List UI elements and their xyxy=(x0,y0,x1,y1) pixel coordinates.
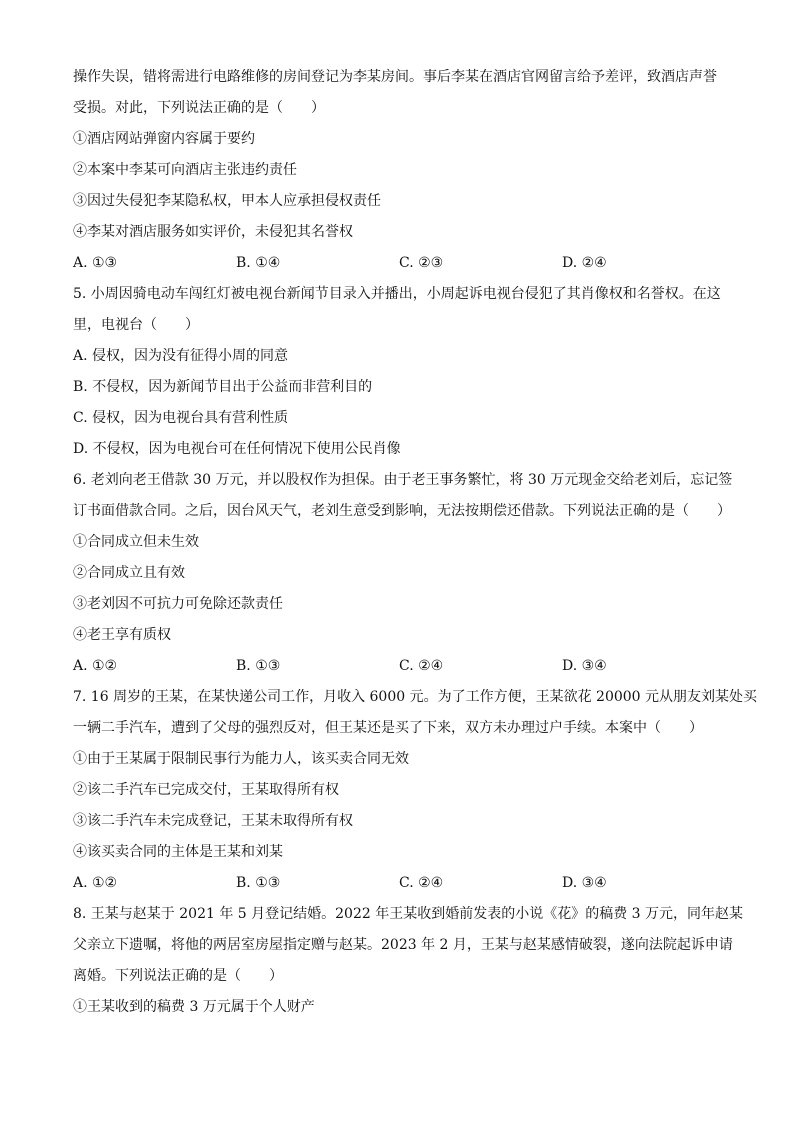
statement-line: ①王某收到的稿费 3 万元属于个人财产 xyxy=(73,999,315,1015)
statement-line: ②该二手汽车已完成交付，王某取得所有权 xyxy=(73,782,339,798)
text-line: 受损。对此，下列说法正确的是（ ） xyxy=(73,100,325,116)
question-7-text: 7. 16 周岁的王某，在某快递公司工作，月收入 6000 元。为了工作方便，王某欲花 20000 元从朋友刘某处买 xyxy=(73,689,758,705)
option-d: D. ②④ xyxy=(562,255,607,271)
statement-line: ④老王享有质权 xyxy=(73,627,171,643)
statement-line: ①酒店网站弹窗内容属于要约 xyxy=(73,131,255,147)
question-5-text: 里，电视台（ ） xyxy=(73,317,199,333)
question-8-text: 8. 王某与赵某于 2021 年 5 月登记结婚。2022 年王某收到婚前发表的小说《花》的稿费 3 万元，同年赵某 xyxy=(73,906,744,922)
answer-options-q6 xyxy=(73,651,733,682)
statement-line: ①由于王某属于限制民事行为能力人，该买卖合同无效 xyxy=(73,751,409,767)
statement-line: ③该二手汽车未完成登记，王某未取得所有权 xyxy=(73,813,353,829)
option-d: D. ③④ xyxy=(562,875,607,891)
statement-line: ①合同成立但未生效 xyxy=(73,534,199,550)
option-line: D. 不侵权，因为电视台可在任何情况下使用公民肖像 xyxy=(73,441,401,457)
statement-line: ④该买卖合同的主体是王某和刘某 xyxy=(73,844,283,860)
question-6-text: 6. 老刘向老王借款 30 万元，并以股权作为担保。由于老王事务繁忙，将 30 万元现金交给老刘后，忘记签 xyxy=(73,472,733,488)
statement-line: ④李某对酒店服务如实评价，未侵犯其名誉权 xyxy=(73,224,353,240)
option-d: D. ③④ xyxy=(562,658,607,674)
question-8-text: 离婚。下列说法正确的是（ ） xyxy=(73,968,283,984)
question-6-text: 订书面借款合同。之后，因台风天气，老刘生意受到影响，无法按期偿还借款。下列说法正确的是（ ） xyxy=(73,503,731,519)
exam-page xyxy=(73,62,758,1023)
option-b: B. ①③ xyxy=(236,658,281,674)
option-c: C. ②③ xyxy=(399,255,444,271)
statement-line: ②合同成立且有效 xyxy=(73,565,185,581)
option-line: B. 不侵权，因为新闻节目出于公益而非营利目的 xyxy=(73,379,373,395)
text-line: 操作失误，错将需进行电路维修的房间登记为李某房间。事后李某在酒店官网留言给予差评，致酒店声誉 xyxy=(73,69,717,85)
question-8-text: 父亲立下遗嘱，将他的两居室房屋指定赠与赵某。2023 年 2 月，王某与赵某感情破裂，遂向法院起诉申请 xyxy=(73,937,733,953)
question-5-text: 5. 小周因骑电动车闯红灯被电视台新闻节目录入并播出，小周起诉电视台侵犯了其肖像权和名誉权。在这 xyxy=(73,286,721,302)
question-7-text: 一辆二手汽车，遭到了父母的强烈反对，但王某还是买了下来，双方未办理过户手续。本案中（ ） xyxy=(73,720,703,736)
option-c: C. ②④ xyxy=(399,658,444,674)
statement-line: ③因过失侵犯李某隐私权，甲本人应承担侵权责任 xyxy=(73,193,381,209)
option-b: B. ①④ xyxy=(236,255,281,271)
option-b: B. ①③ xyxy=(236,875,281,891)
option-a: A. ①② xyxy=(73,875,118,891)
answer-options-q4 xyxy=(73,248,733,279)
statement-line: ③老刘因不可抗力可免除还款责任 xyxy=(73,596,283,612)
option-c: C. ②④ xyxy=(399,875,444,891)
option-line: A. 侵权，因为没有征得小周的同意 xyxy=(73,348,289,364)
option-line: C. 侵权，因为电视台具有营利性质 xyxy=(73,410,289,426)
statement-line: ②本案中李某可向酒店主张违约责任 xyxy=(73,162,297,178)
option-a: A. ①③ xyxy=(73,255,118,271)
option-a: A. ①② xyxy=(73,658,118,674)
answer-options-q7 xyxy=(73,868,733,899)
